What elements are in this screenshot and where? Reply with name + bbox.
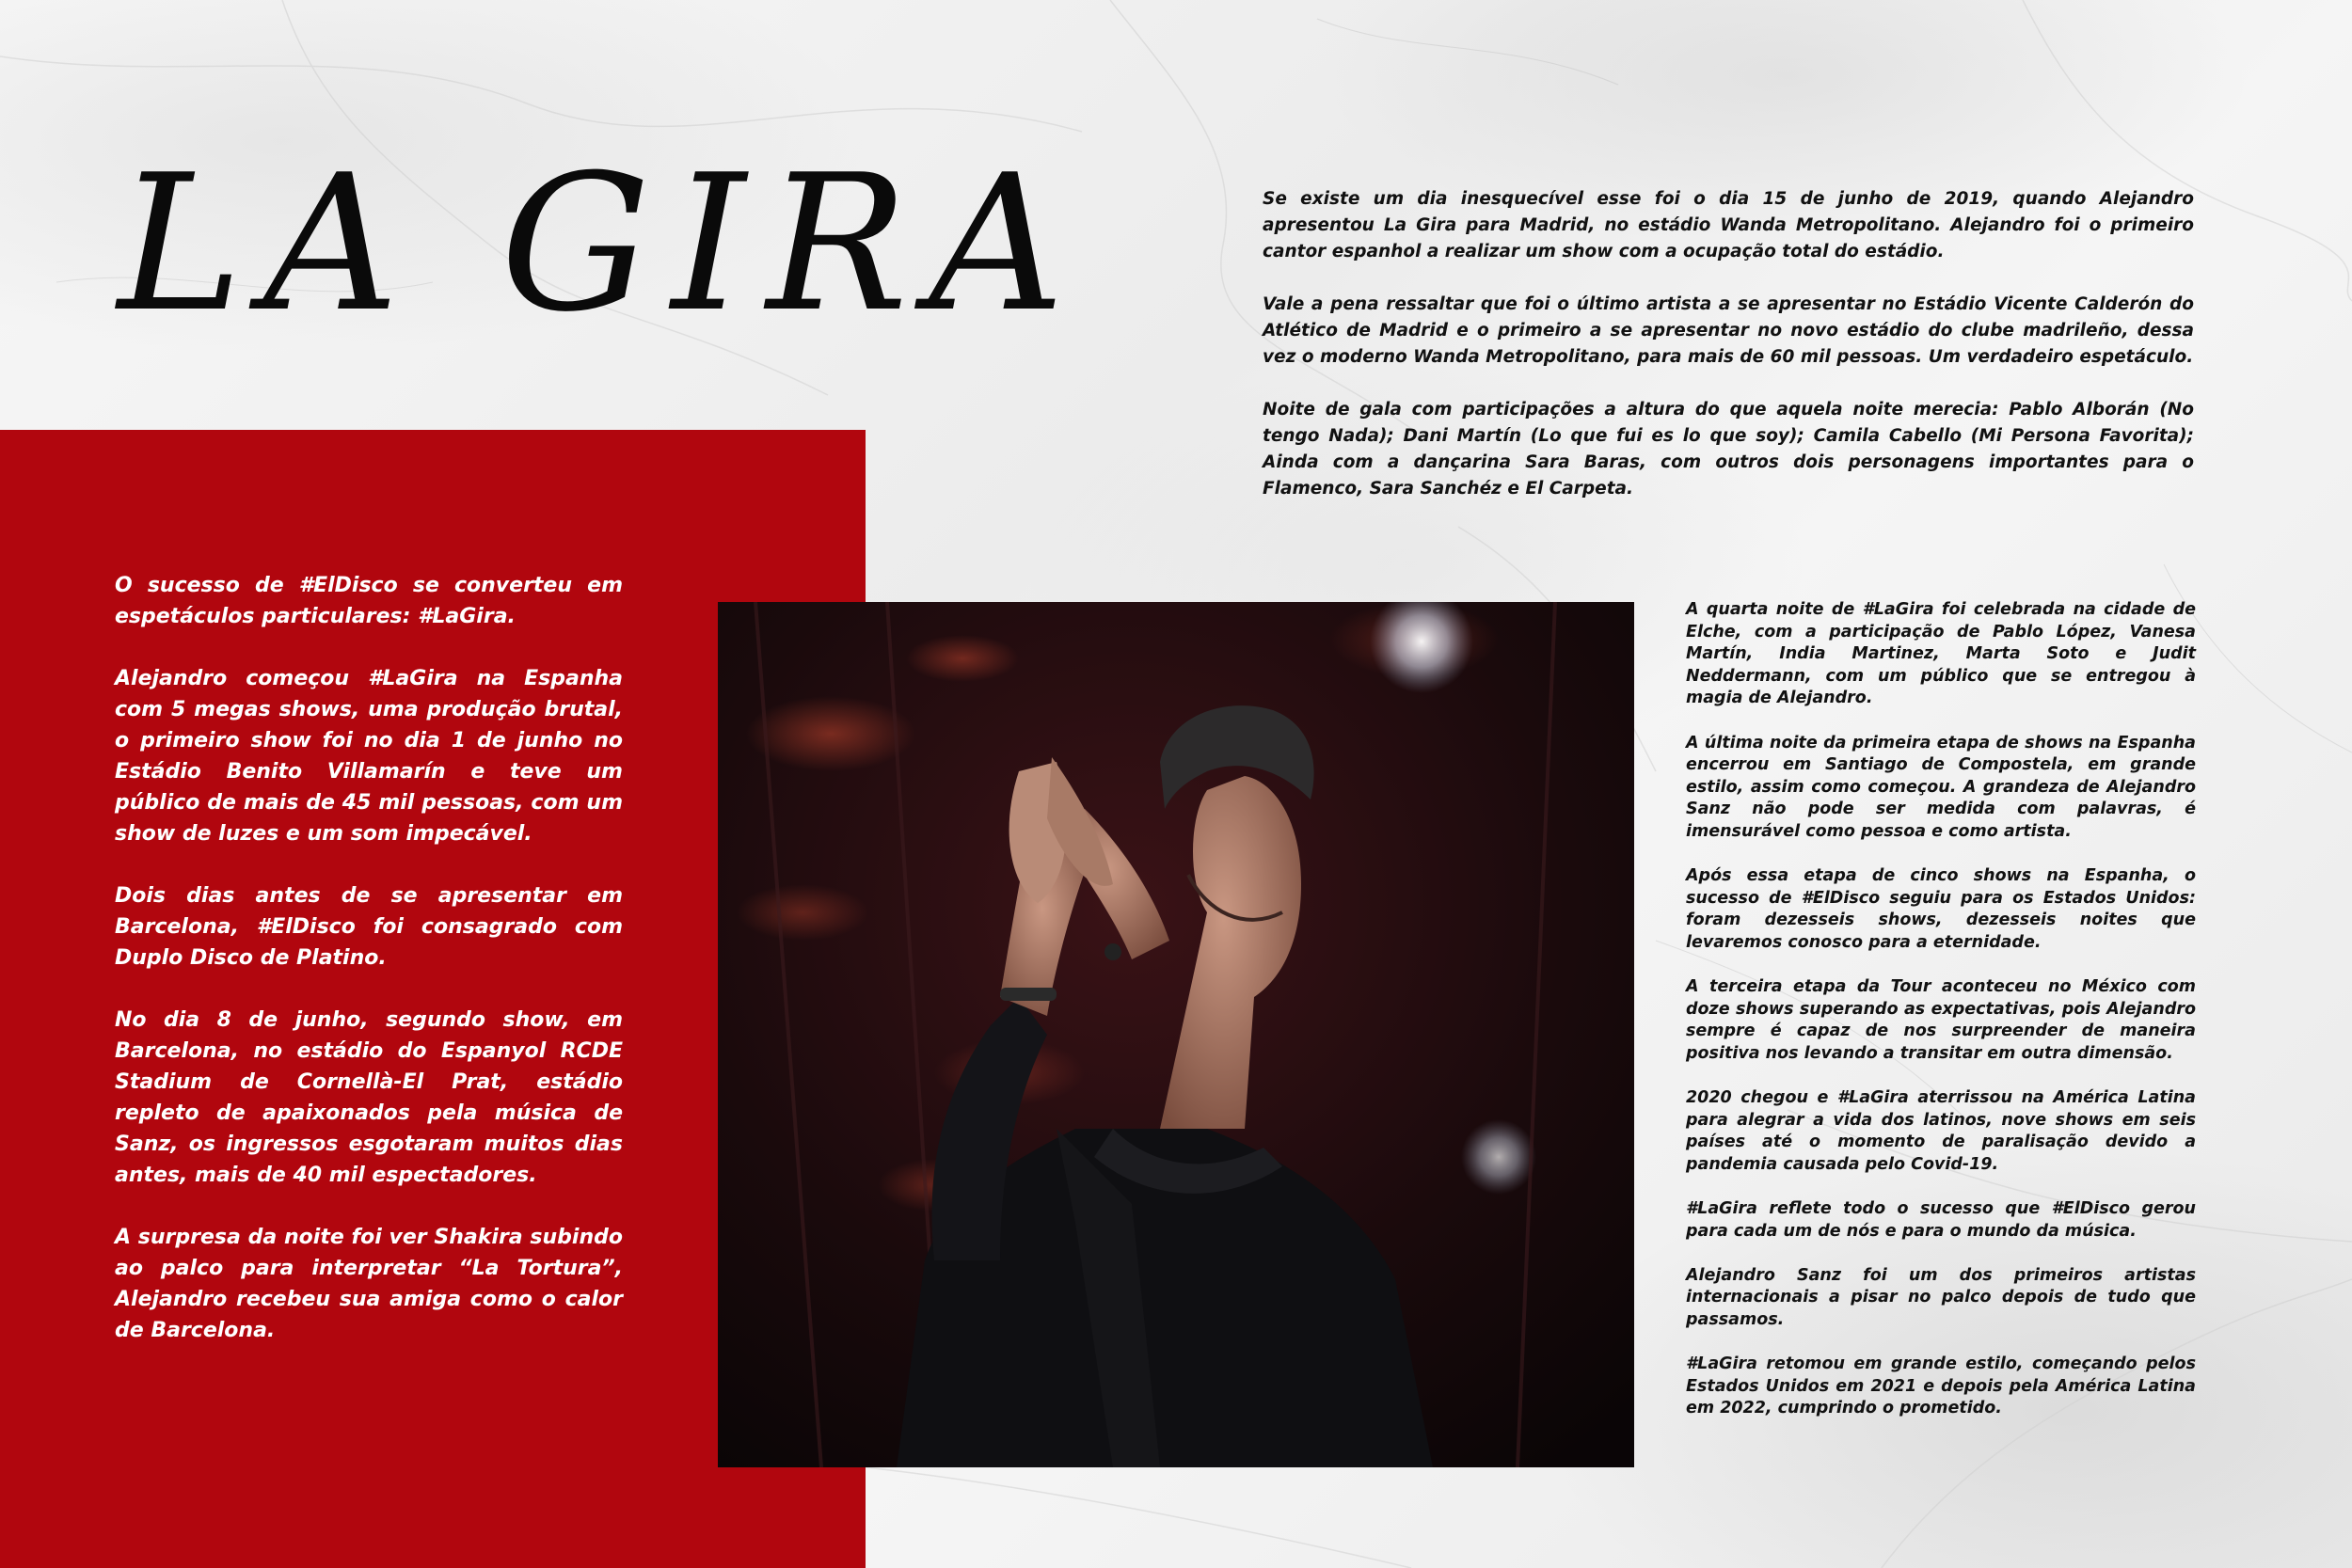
panel-paragraph: O sucesso de #ElDisco se converteu em espetáculos particulares: #LaGira. [115,574,623,628]
intro-paragraph: Noite de gala com participações a altura do que aquela noite merecia: Pablo Alborán (No tengo Nada); Dani Martín (Lo que fui es lo que soy); Camila Cabello (Mi Persona Favorita); Ainda com a dançarina Sara Baras, com outros dois personagens importantes para o Flamenco, Sara Sanchéz e El Carpeta. [1263,400,2194,499]
right-text-column [1686,599,2196,1420]
intro-paragraph: Vale a pena ressaltar que foi o último artista a se apresentar no Estádio Vicente Calderón do Atlético de Madrid e o primeiro a se apresentar no novo estádio do clube madrileño, dessa vez o moderno Wanda Metropolitano, para mais de 60 mil pessoas. Um verdadeiro espetáculo. [1263,294,2194,367]
panel-paragraph: A surpresa da noite foi ver Shakira subindo ao palco para interpretar “La Tortura”, Alejandro recebeu sua amiga como o calor de Barcelona. [115,1226,623,1342]
panel-paragraph: No dia 8 de junho, segundo show, em Barcelona, no estádio do Espanyol RCDE Stadium de Cornellà-El Prat, estádio repleto de apaixonados pela música de Sanz, os ingressos esgotaram muitos dias antes, mais de 40 mil espectadores. [115,1008,623,1187]
right-paragraph: A terceira etapa da Tour aconteceu no México com doze shows superando as expectativas, pois Alejandro sempre é capaz de nos surpreender de maneira positiva nos levando a transitar em outra dimensão. [1686,977,2196,1063]
intro-paragraph: Se existe um dia inesquecível esse foi o dia 15 de junho de 2019, quando Alejandro apresentou La Gira para Madrid, no estádio Wanda Metropolitano. Alejandro foi o primeiro cantor espanhol a realizar um show com a ocupação total do estádio. [1263,189,2194,261]
panel-paragraph: Dois dias antes de se apresentar em Barcelona, #ElDisco foi consagrado com Duplo Disco de Platino. [115,884,623,970]
right-paragraph: Após essa etapa de cinco shows na Espanha, o sucesso de #ElDisco seguiu para os Estados Unidos: foram dezesseis shows, dezesseis noites que levaremos conosco para a eternidade. [1686,866,2196,952]
right-paragraph: Alejandro Sanz foi um dos primeiros artistas internacionais a pisar no palco depois de tudo que passamos. [1686,1265,2196,1329]
concert-photo [718,602,1634,1467]
concert-photo-illustration [718,602,1634,1467]
red-panel-text-column [115,570,623,1346]
page-title: LA GIRA [118,135,1086,354]
right-paragraph: A última noite da primeira etapa de shows na Espanha encerrou em Santiago de Compostela, em grande estilo, assim como começou. A grandeza de Alejandro Sanz não pode ser medida com palavras, é imensurável como pessoa e como artista. [1686,733,2196,841]
right-paragraph: #LaGira reflete todo o sucesso que #ElDisco gerou para cada um de nós e para o mundo da música. [1686,1199,2196,1241]
panel-paragraph: Alejandro começou #LaGira na Espanha com 5 megas shows, uma produção brutal, o primeiro show foi no dia 1 de junho no Estádio Benito Villamarín e teve um público de mais de 45 mil pessoas, com um show de luzes e um som impecável. [115,667,623,846]
right-paragraph: #LaGira retomou em grande estilo, começando pelos Estados Unidos em 2021 e depois pela América Latina em 2022, cumprindo o prometido. [1686,1354,2196,1418]
right-paragraph: A quarta noite de #LaGira foi celebrada na cidade de Elche, com a participação de Pablo López, Vanesa Martín, India Martinez, Marta Soto e Judit Neddermann, com um público que se entregou à magia de Alejandro. [1686,600,2196,708]
right-paragraph: 2020 chegou e #LaGira aterrissou na América Latina para alegrar a vida dos latinos, nove shows em seis países até o momento de paralisação devido a pandemia causada pelo Covid-19. [1686,1088,2196,1174]
intro-text-column [1263,186,2194,502]
